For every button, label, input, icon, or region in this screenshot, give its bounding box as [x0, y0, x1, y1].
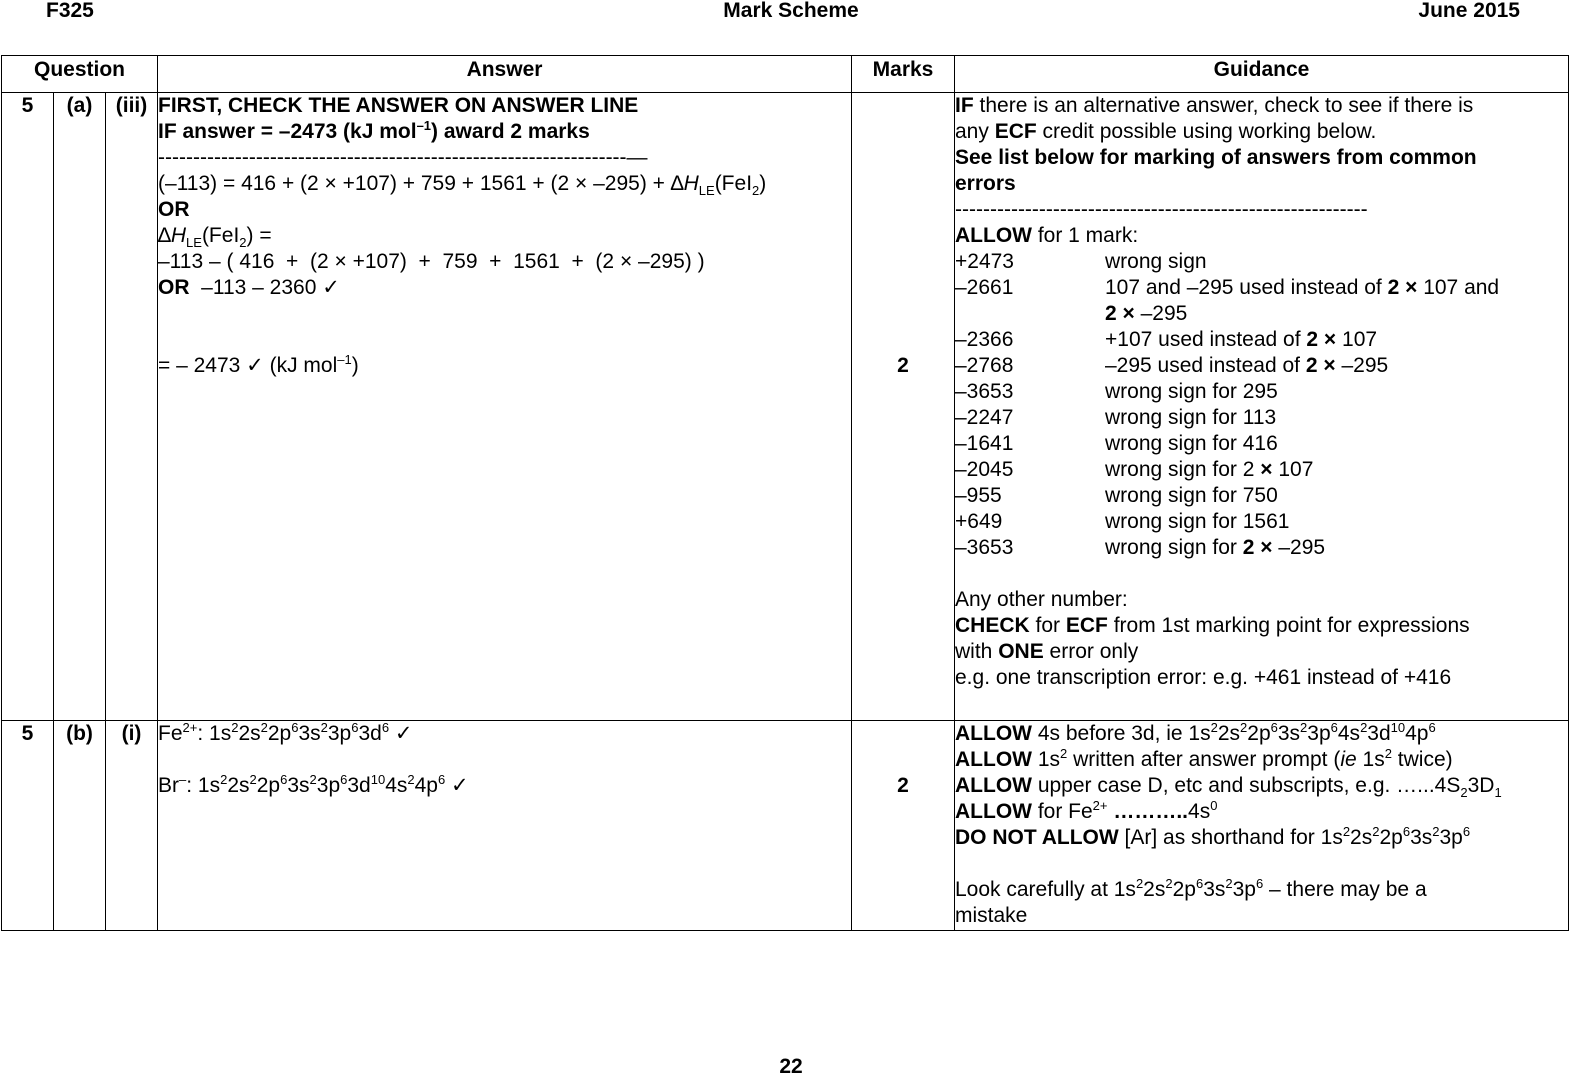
error-item: –2366 +107 used instead of 2 × 107 — [955, 328, 1378, 351]
divider-line: -------------------------------------------------------------------— — [158, 146, 648, 169]
marks-cell: 2 — [852, 721, 955, 931]
error-item: –1641 wrong sign for 416 — [955, 432, 1278, 455]
page-number: 22 — [779, 1055, 803, 1078]
table-row — [2, 721, 1569, 931]
error-item: –3653 wrong sign for 2 × –295 — [955, 536, 1326, 559]
final-answer: = – 2473 ✓ (kJ mol$^{-1}$) — [158, 352, 359, 377]
error-item: +649 wrong sign for 1561 — [955, 510, 1290, 533]
error-item: –3653 wrong sign for 295 — [955, 380, 1278, 403]
marks-cell: 2 — [852, 93, 955, 721]
br-config: Br–: $1s^22s^22p^63s^23p^63d^{10}4s^24p^6$ ✓ — [158, 772, 469, 797]
header-marks: Marks — [852, 56, 955, 93]
header-title: Mark Scheme — [723, 0, 859, 22]
error-item: –955 wrong sign for 750 — [955, 484, 1278, 507]
answer-cell: FIRST, CHECK THE ANSWER ON ANSWER LINE IF answer = –2473 (kJ mol$^{-1}$) award 2 marks -------------------------------------------------------------------— $(-113) = 416 + (2 \times +107) + 759 + 1561 + (2 \times -295) + \Delta H_{LE}(FeI_2)$ OR $\Delta H_{LE}(FeI_2)$ = –113 – ( 416 + (2 × +107) + 759 + 1561 + (2 × –295) ) OR –113 – 2360 ✓ = – 2473 ✓ (kJ mol$^{-1}$) — [158, 93, 852, 721]
header-date: June 2015 — [1418, 0, 1520, 22]
question-number: 5 — [2, 721, 54, 931]
answer-instruction: FIRST, CHECK THE ANSWER ON ANSWER LINE — [158, 94, 639, 117]
error-item: –2661 107 and –295 used instead of 2 × 107 and — [955, 276, 1500, 299]
error-item: –2768 –295 used instead of 2 × –295 — [955, 354, 1389, 377]
hess-equation: $(-113) = 416 + (2 \times +107) + 759 + 1561 + (2 \times -295) + \Delta H_{LE}(FeI_2)$ — [158, 172, 767, 199]
question-subpart: (i) — [106, 721, 158, 931]
error-item: +2473 wrong sign — [955, 250, 1207, 273]
table-row — [2, 93, 1569, 721]
question-part: (a) — [54, 93, 106, 721]
header-question: Question — [2, 56, 158, 93]
fe-config: $Fe^{2+}$: $1s^22s^22p^63s^23p^63d^6$ ✓ — [158, 720, 413, 745]
header-code: F325 — [46, 0, 94, 22]
table-header-row — [2, 56, 1569, 93]
question-subpart: (iii) — [106, 93, 158, 721]
error-item: –2247 wrong sign for 113 — [955, 406, 1277, 429]
question-part: (b) — [54, 721, 106, 931]
question-number: 5 — [2, 93, 54, 721]
header-guidance: Guidance — [955, 56, 1569, 93]
header-answer: Answer — [158, 56, 852, 93]
error-item: –2045 wrong sign for 2 × 107 — [955, 458, 1314, 481]
guidance-cell: ALLOW 4s before 3d, ie $1s^22s^22p^63s^23p^64s^23d^{10}4p^6$ ALLOW $1s^2$ written after answer prompt (ie $1s^2$ twice) ALLOW upper case D, etc and subscripts, e.g. $\dots...4S_23D_1$ ALLOW for $Fe^{2+}$ $\dots\dots\dots..4s^0$ DO NOT ALLOW [Ar] as shorthand for $1s^22s^22p^63s^23p^6$ Look carefully at $1s^22s^22p^63s^23p^6$ – there may be a mistake — [955, 721, 1569, 931]
guidance-cell: IF there is an alternative answer, check to see if there is any ECF credit possible using working below. See list below for marking of answers from common errors ----------------------------------------------------------- ALLOW for 1 mark: +2473 wrong sign –2661 107 and –295 used instead of 2 × 107 and 2 × –295 –2366 +107 used instead of 2 × 107 –2768 –295 used instead of 2 × –295 –3653 wrong sign for 295 –2247 wrong sign for 113 –1641 wrong sign for 416 –2045 wrong sign for 2 × 107 –955 wrong sign for 750 +649 wrong sign for 1561 –3653 wrong sign for 2 × –295 Any other number: CHECK for ECF from 1st marking point for expressions with ONE error only e.g. one transcription error: e.g. +461 instead of +416 — [955, 93, 1569, 721]
answer-cell — [158, 721, 852, 931]
mark-scheme-table — [1, 55, 1569, 931]
